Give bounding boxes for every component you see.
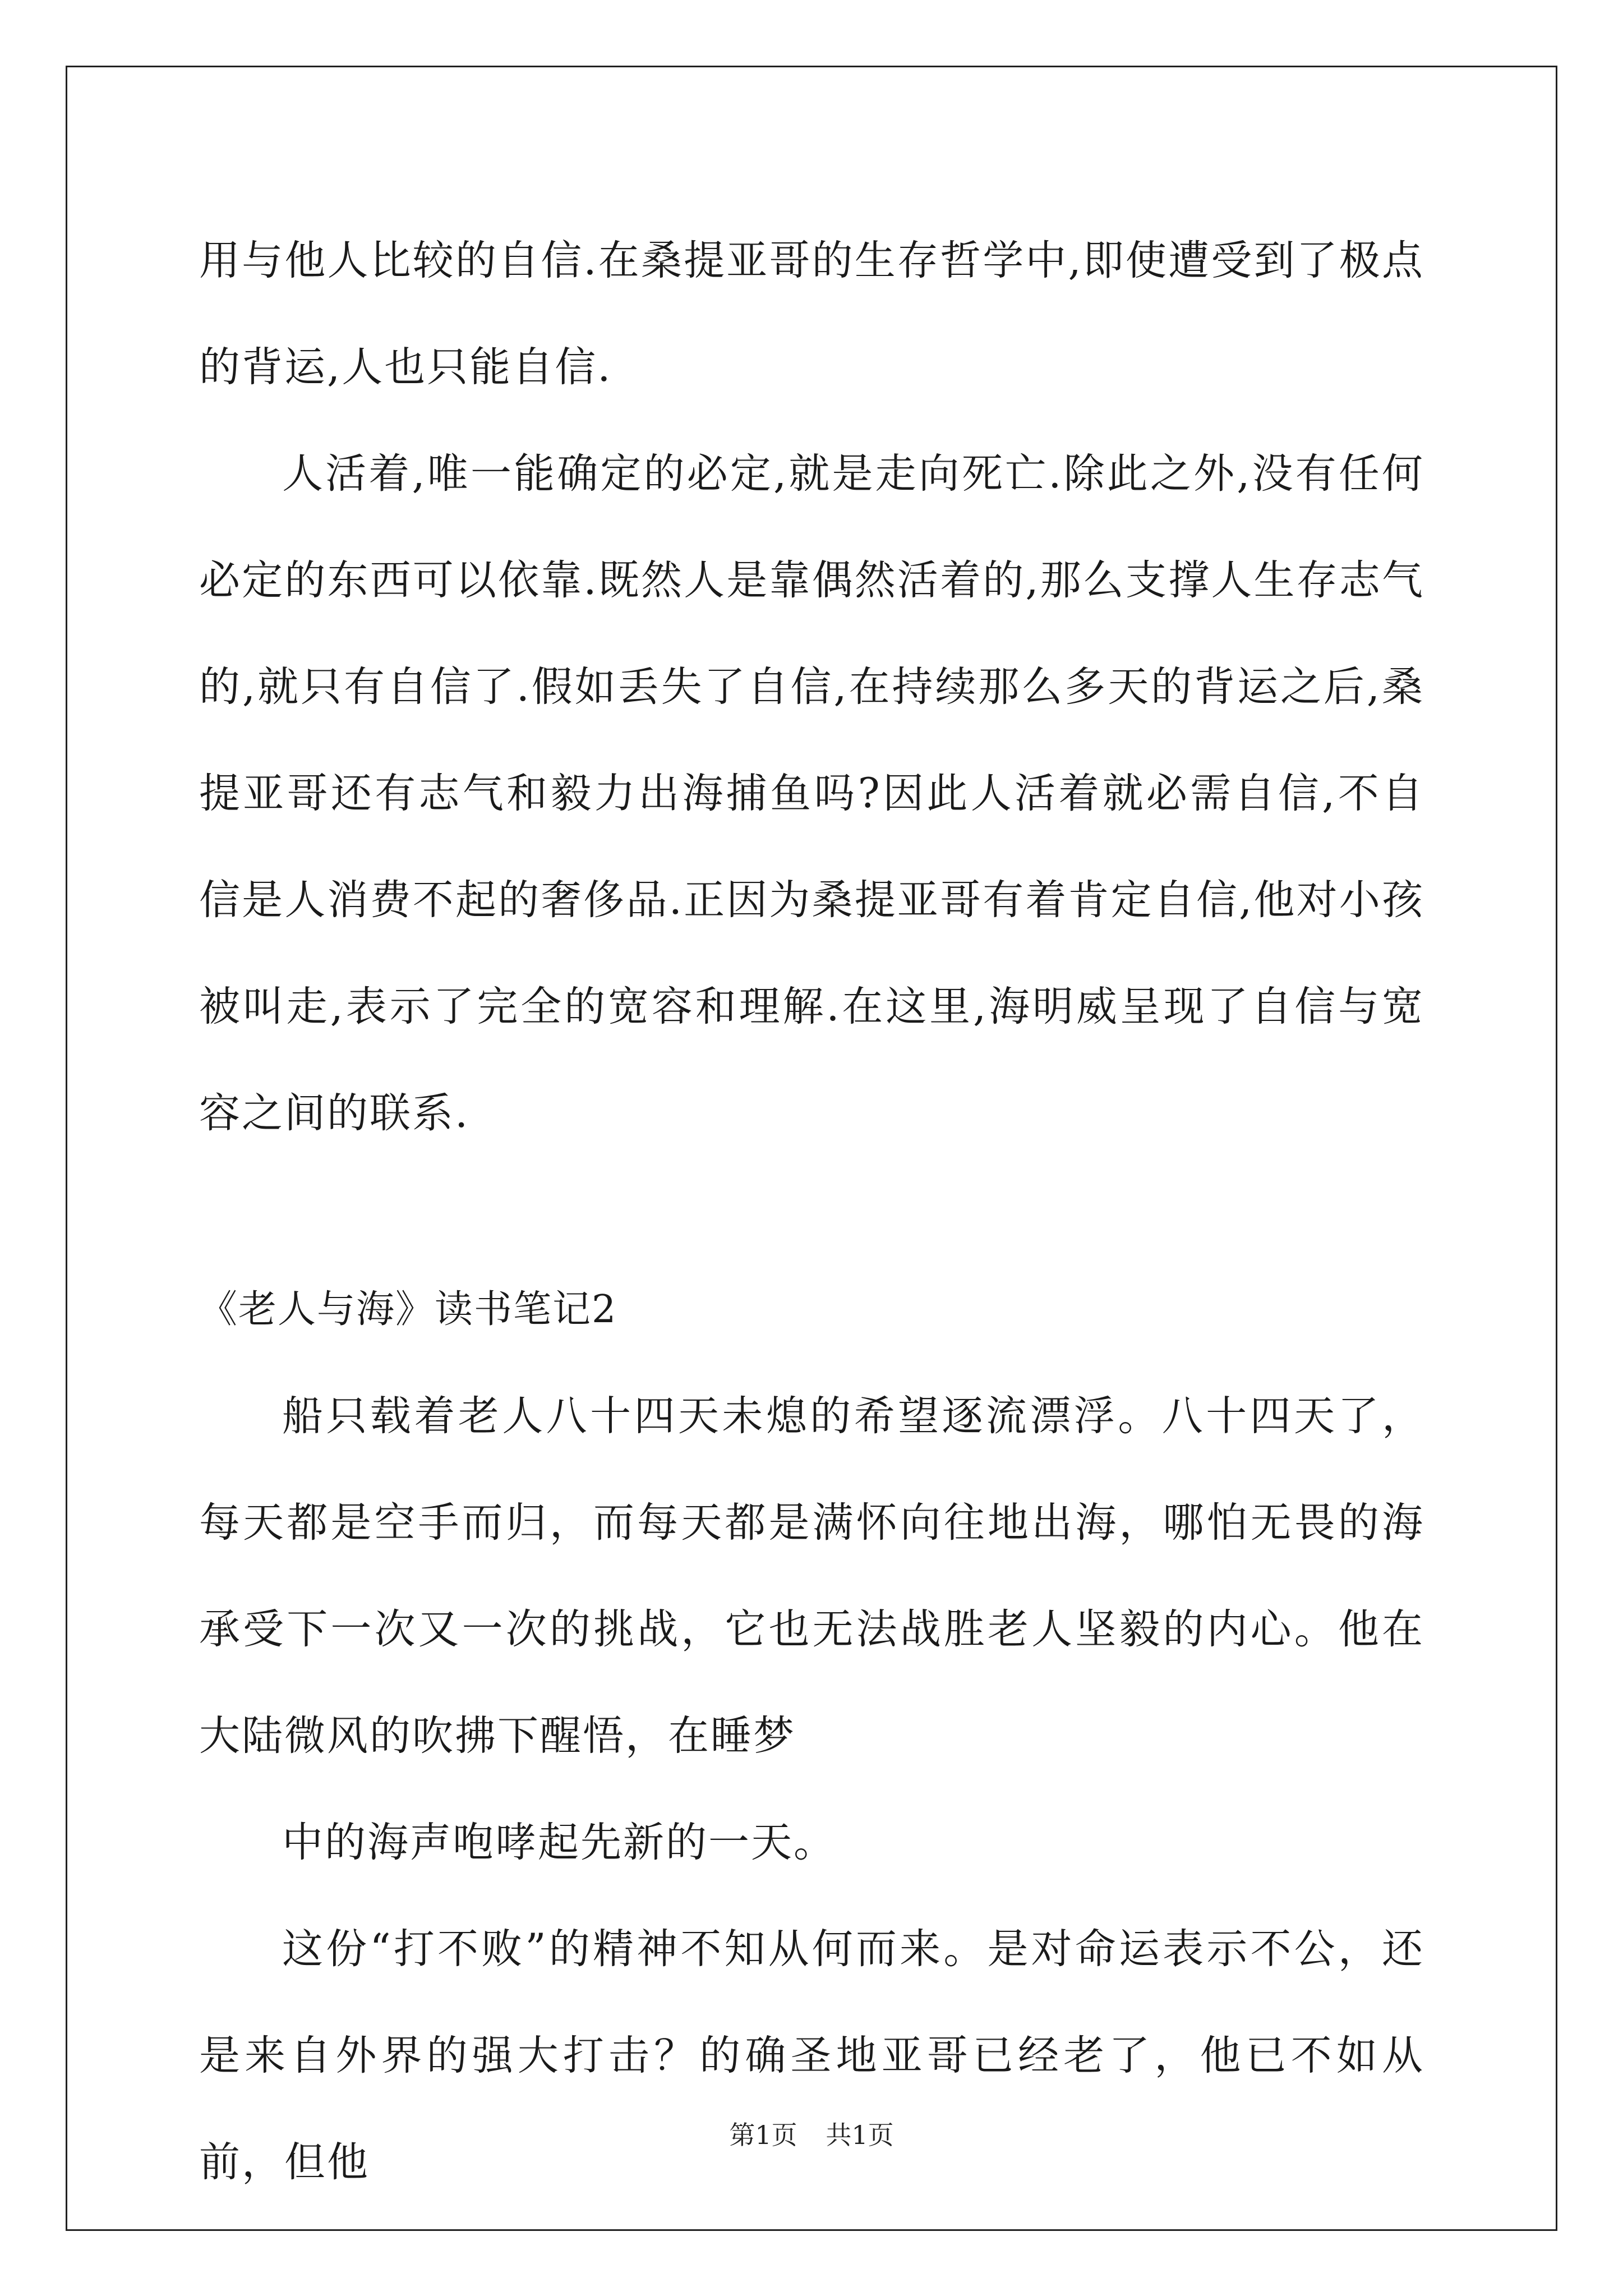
paragraph-5: 这份“打不败”的精神不知从何而来。是对命运表示不公，还是来自外界的强大打击？的确圣地亚哥已经老了，他已不如从前，但他 xyxy=(199,1925,1424,2186)
paragraph-3: 船只载着老人八十四天未熄的希望逐流漂浮。八十四天了，每天都是空手而归，而每天都是满怀向往地出海，哪怕无畏的海承受下一次又一次的挑战，它也无法战胜老人坚毅的内心。他在大陆微风的吹拂下醒悟，在睡梦 xyxy=(199,1392,1424,1760)
paragraph-2: 人活着,唯一能确定的必定,就是走向死亡.除此之外,没有任何必定的东西可以依靠.既然人是靠偶然活着的,那么支撑人生存志气的,就只有自信了.假如丢失了自信,在持续那么多天的背运之后,桑提亚哥还有志气和毅力出海捕鱼吗?因此人活着就必需自信,不自信是人消费不起的奢侈品.正因为桑提亚哥有着肯定自信,他对小孩被叫走,表示了完全的宽容和理解.在这里,海明威呈现了自信与宽容之间的联系. xyxy=(199,450,1424,1137)
section-title: 《老人与海》读书笔记2 xyxy=(199,1287,617,1332)
page-number: 第1页 xyxy=(729,2120,797,2150)
paragraph-1: 用与他人比较的自信.在桑提亚哥的生存哲学中,即使遭受到了极点的背运,人也只能自信. xyxy=(199,237,1424,391)
paragraph-4: 中的海声咆哮起先新的一天。 xyxy=(282,1819,836,1866)
page-footer xyxy=(0,2115,1623,2152)
page-total: 共1页 xyxy=(826,2120,894,2150)
document-body xyxy=(199,208,1424,2216)
